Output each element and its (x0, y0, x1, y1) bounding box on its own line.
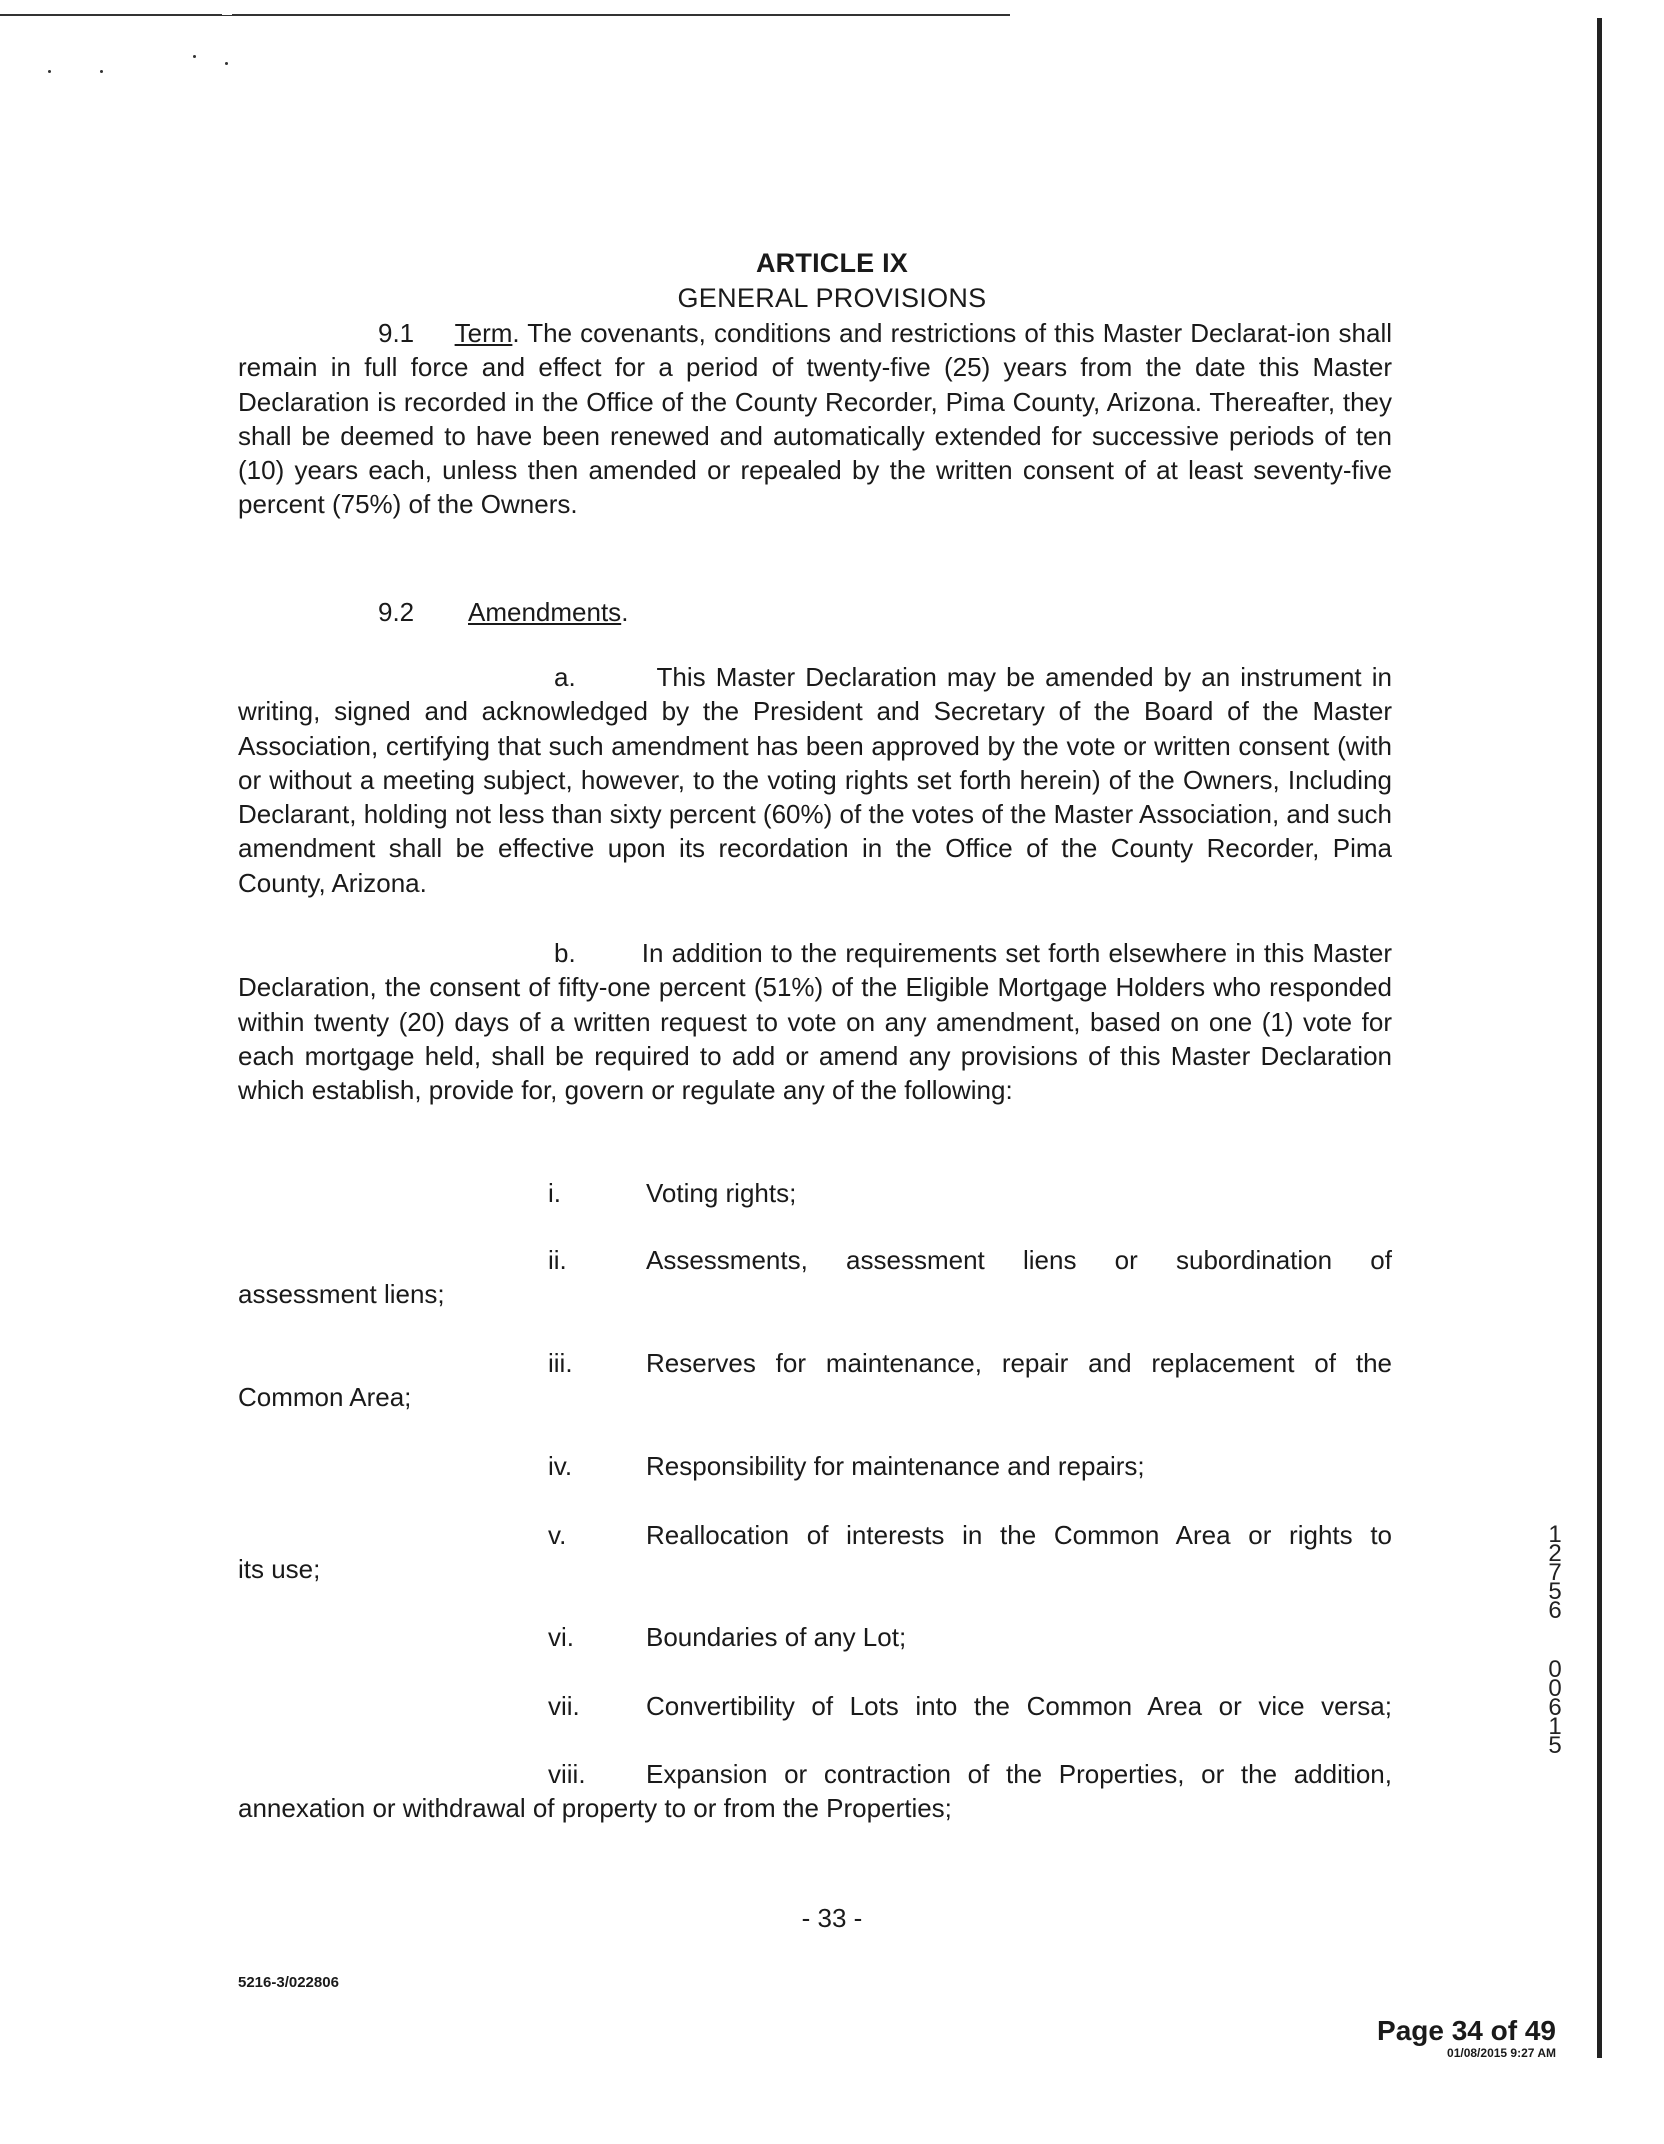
side-stamp-part1 (1540, 1521, 1570, 1624)
list-item-text: Convertibility of Lots into the Common Area or vice versa; (646, 1691, 1392, 1721)
side-stamp-digit: 0 (1548, 1675, 1562, 1702)
article-subtitle: GENERAL PROVISIONS (677, 283, 987, 313)
side-stamp-part2 (1540, 1656, 1570, 1759)
list-item-number: iii. (548, 1348, 573, 1378)
list-item-number: iv. (548, 1451, 573, 1481)
section-9-2-a-label: a. (554, 662, 576, 692)
recorded-timestamp: 01/08/2015 9:27 AM (1447, 2046, 1556, 2060)
side-stamp-digit: 0 (1548, 1656, 1562, 1683)
section-9-2-a-text: This Master Declaration may be amended by an instrument in writing, signed and acknowledged by the President and Secretary of the Board of the Master Association, certifying that such amendment has been approved by the vote or written consent (with or without a meeting subject, however, to the voting rights set forth herein) of the Owners, Including Declarant, holding not less than sixty percent (60%) of the votes of the Master Association, and such amendment shall be effective upon its recordation in the Office of the County Recorder, Pima County, Arizona. (238, 662, 1392, 898)
section-9-2-heading: Amendments (468, 597, 622, 627)
list-item-number: viii. (548, 1759, 586, 1789)
side-stamp-digit: 7 (1548, 1559, 1562, 1586)
list-item-number: vii. (548, 1691, 580, 1721)
list-item-number: i. (548, 1178, 561, 1208)
scan-speck (193, 55, 196, 58)
list-item-text: Reserves for maintenance, repair and replacement of the (646, 1348, 1392, 1378)
list-item-continuation: Common Area; (238, 1382, 412, 1412)
list-item-continuation: annexation or withdrawal of property to or from the Properties; (238, 1793, 952, 1823)
list-item-text: Assessments, assessment liens or subordination of (646, 1245, 1392, 1275)
list-item-number: vi. (548, 1622, 574, 1652)
list-item-number: v. (548, 1520, 567, 1550)
document-id: 5216-3/022806 (238, 1974, 339, 1991)
section-9-2-heading-line (378, 595, 878, 629)
section-9-1 (238, 316, 1392, 522)
page-number: - 33 - (801, 1903, 863, 1933)
article-title: ARTICLE IX (755, 248, 908, 278)
side-stamp-digit: 1 (1548, 1713, 1562, 1740)
top-scan-rule-gap (222, 12, 232, 15)
section-9-1-number: 9.1 (378, 318, 415, 348)
list-item-text: Responsibility for maintenance and repairs; (646, 1451, 1145, 1481)
list-item-continuation: its use; (238, 1554, 321, 1584)
section-9-2-heading-suffix: . (621, 597, 629, 627)
scan-edge-bar (1597, 18, 1602, 2058)
list-item-text: Boundaries of any Lot; (646, 1622, 907, 1652)
scan-speck (48, 70, 51, 73)
scan-speck (100, 70, 103, 73)
side-stamp-digit: 5 (1548, 1732, 1562, 1759)
list-item-text: Voting rights; (646, 1178, 797, 1208)
list-item-text: Expansion or contraction of the Properties, or the addition, (646, 1759, 1392, 1789)
section-9-2-b-label: b. (554, 938, 576, 968)
side-stamp-digit: 6 (1548, 1694, 1562, 1721)
page-of-count: Page 34 of 49 (1377, 2015, 1556, 2046)
section-9-2-a (238, 660, 1392, 900)
side-stamp-digit: 2 (1548, 1540, 1562, 1567)
side-stamp-digit: 5 (1548, 1578, 1562, 1605)
section-9-2-b-text: In addition to the requirements set forth elsewhere in this Master Declaration, the consent of fifty-one percent (51%) of the Eligible Mortgage Holders who responded within twenty (20) days of a written request to vote on any amendment, based on one (1) vote for each mortgage held, shall be required to add or amend any provisions of this Master Declaration which establish, provide for, govern or regulate any of the following: (238, 938, 1392, 1106)
scan-speck (225, 62, 228, 65)
list-item-number: ii. (548, 1245, 567, 1275)
section-9-2-b (238, 936, 1392, 1107)
top-scan-rule (0, 14, 1010, 16)
section-9-1-heading: Term (454, 318, 513, 348)
section-9-1-text: . The covenants, conditions and restrictions of this Master Declarat-ion shall remain in full force and effect for a period of twenty-five (25) years from the date this Master Declaration is recorded in the Office of the County Recorder, Pima County, Arizona. Thereafter, they shall be deemed to have been renewed and automatically extended for successive periods of ten (10) years each, unless then amended or repealed by the written consent of at least seventy-five percent (75%) of the Owners. (238, 318, 1392, 520)
list-item-text: Reallocation of interests in the Common Area or rights to (646, 1520, 1392, 1550)
side-stamp-digit: 6 (1548, 1597, 1562, 1624)
side-stamp-digit: 1 (1548, 1521, 1562, 1548)
section-9-2-number: 9.2 (378, 597, 415, 627)
list-item-continuation: assessment liens; (238, 1279, 445, 1309)
